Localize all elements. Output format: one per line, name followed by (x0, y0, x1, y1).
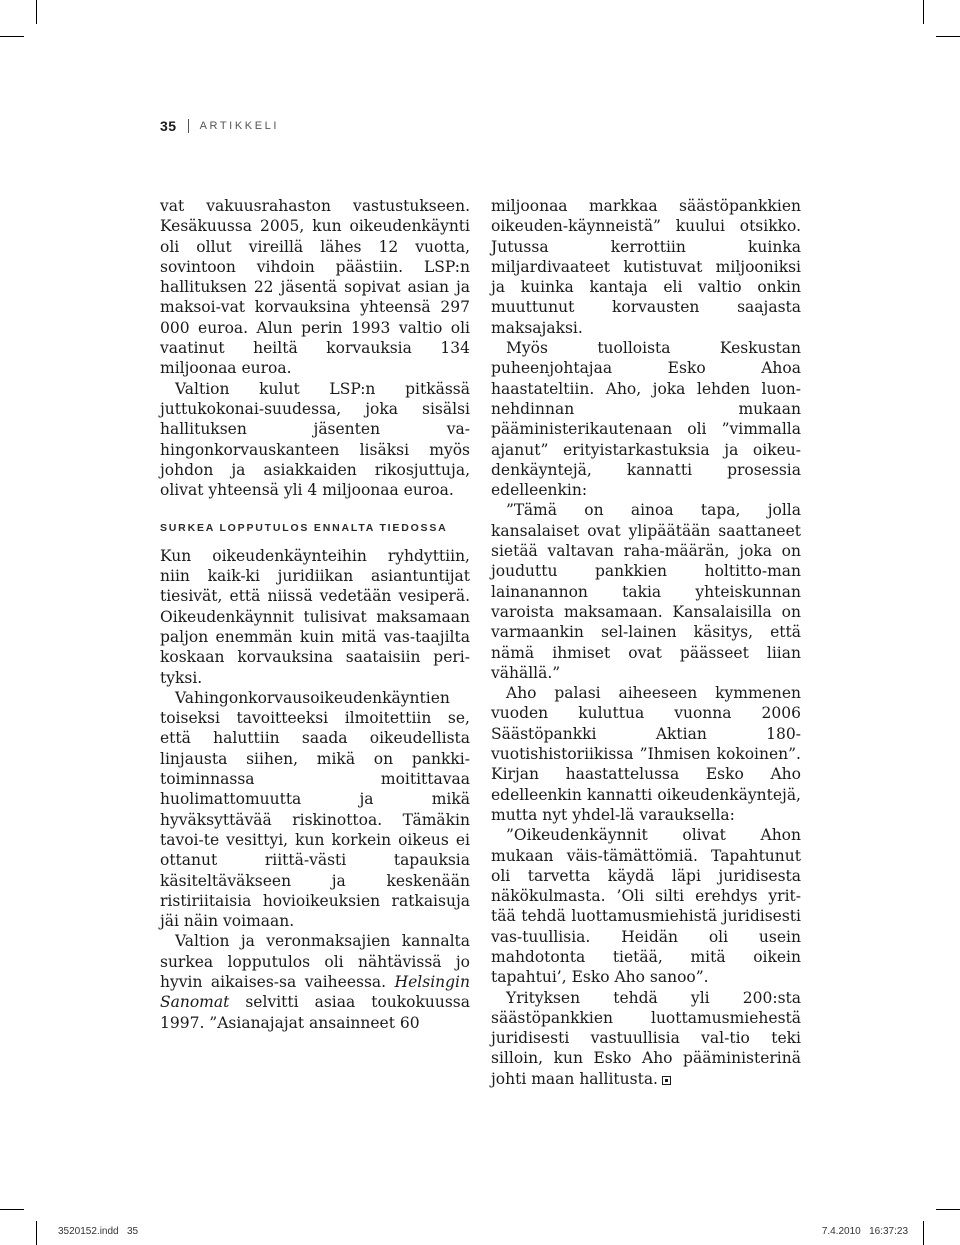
crop-mark (0, 1209, 24, 1210)
text-run: selvitti asiaa toukokuussa 1997. ”Asianajajat ansainneet 60 (160, 993, 470, 1032)
paragraph: Vahingonkorvausoikeudenkäyntien toiseksi tavoitteeksi ilmoitettiin se, että haluttiin saada oikeudellista linjausta siihen, mikä on pankki-toiminnassa moitittavaa huolimattomuutta ja mikä hyväksyttävää riskinottoa. Tämäkin tavoi-te vesittyi, kun korkein oikeus ei ottanut riittä-västi tapauksia käsiteltäväkseen ja keskenään ristiriitaisia hovioikeuksien ratkaisuja jäi näin voimaan. (160, 688, 470, 931)
right-column (491, 196, 801, 1089)
paragraph (491, 988, 801, 1089)
paragraph: Myös tuolloista Keskustan puheenjohtajaa Esko Ahoa haastateltiin. Aho, joka lehden luon-nehdinnan mukaan pääministerikautenaan oli ”vimmalla ajanut” erityistarkastuksia ja oikeu-denkäyntejä, kannatti prosessia edelleenkin: (491, 339, 801, 500)
crop-mark (936, 36, 960, 37)
paragraph: Kun oikeudenkäynteihin ryhdyttiin, niin kaik-ki juridiikan asiantuntijat tiesivät, että niissä vedetään vesiperä. Oikeudenkäynnit tulisivat maksamaan paljon enemmän kuin mitä vas-taajilta koskaan korvauksina saataisiin peri-tyksi. (160, 546, 470, 687)
crop-mark (36, 1221, 37, 1245)
paragraph: Valtion kulut LSP:n pitkässä juttukokonai-suudessa, joka sisälsi hallituksen jäsenten va-hingonkorvauskanteen lisäksi myös johdon ja asiakkaiden rikosjuttuja, olivat yhteensä yli 4 miljoonaa euroa. (160, 379, 470, 500)
text-run: Valtion ja veronmaksajien kannalta surkea lopputulos oli nähtävissä jo hyvin aikaises-sa vaiheessa. (160, 932, 470, 991)
block-quote: ”Tämä on ainoa tapa, jolla kansalaiset ovat ylipäätään saattaneet sietää valtavan raha-määrän, joka on jouduttu pankkien holtitto-man lainanannon takia yhteiskunnan varoista maksamaan. Kansalaisilla on varmaankin sel-lainen käsitys, että nämä ihmiset ovat päässeet liian vähällä.” (491, 501, 801, 682)
crop-mark (923, 1221, 924, 1245)
section-label: ARTIKKELI (199, 120, 280, 132)
footer-timestamp: 7.4.2010 16:37:23 (821, 1226, 908, 1237)
text-run: Yrityksen tehdä yli 200:sta säästöpankkien luottamusmiehestä juridisesti vastuullisia val-tio teki silloin, kun Esko Aho pääministerinä johti maan hallitusta. (491, 988, 801, 1088)
paragraph (160, 931, 470, 1032)
crop-mark (36, 0, 37, 24)
paragraph: Aho palasi aiheeseen kymmenen vuoden kuluttua vuonna 2006 Säästöpankki Aktian 180-vuotishistoriikissa ”Ihmisen kokoinen”. Kirjan haastattelussa Esko Aho edelleenkin kannatti oikeudenkäyntejä, mutta nyt yhdel-lä varauksella: (491, 684, 801, 824)
crop-mark (0, 36, 24, 37)
footer-file-slug: 3520152.indd 35 (58, 1226, 139, 1237)
crop-mark (923, 0, 924, 24)
end-of-article-icon (662, 1076, 671, 1085)
left-column (160, 196, 470, 1033)
subheading: SURKEA LOPPUTULOS ENNALTA TIEDOSSA (160, 522, 448, 535)
paragraph: vat vakuusrahaston vastustukseen. Kesäkuussa 2005, kun oikeudenkäynti oli ollut vireillä lähes 12 vuotta, sovintoon vihdoin päästiin. LSP:n hallituksen 22 jäsentä sopivat asian ja maksoi-vat korvauksina yhteensä 297 000 euroa. Alun perin 1993 valtio oli vaatinut heiltä korvauksia 134 miljoonaa euroa. (160, 197, 470, 378)
crop-mark (936, 1209, 960, 1210)
page-number: 35 (160, 118, 177, 134)
block-quote: ”Oikeudenkäynnit olivat Ahon mukaan väis-tämättömiä. Tapahtunut oli tarvetta käydä läpi juridisesta näkökulmasta. ’Oli silti erehdys yrit-tää tehdä luottamusmiehistä juridisesti vas-tuullisia. Heidän oli usein mahdotonta tietää, mitä oikein tapahtui’, Esko Aho sanoo”. (491, 826, 801, 987)
paragraph: miljoonaa markkaa säästöpankkien oikeuden-käynneistä” kuului otsikko. Jutussa kerrottiin kuinka miljardivaateet kutistuvat miljooniksi ja kuinka kantaja eli valtio onkin muuttunut korvausten saajasta maksajaksi. (491, 197, 801, 337)
header-divider (188, 119, 189, 133)
running-header (160, 118, 279, 134)
newspaper-title: Helsingin Sanomat (160, 972, 470, 1012)
